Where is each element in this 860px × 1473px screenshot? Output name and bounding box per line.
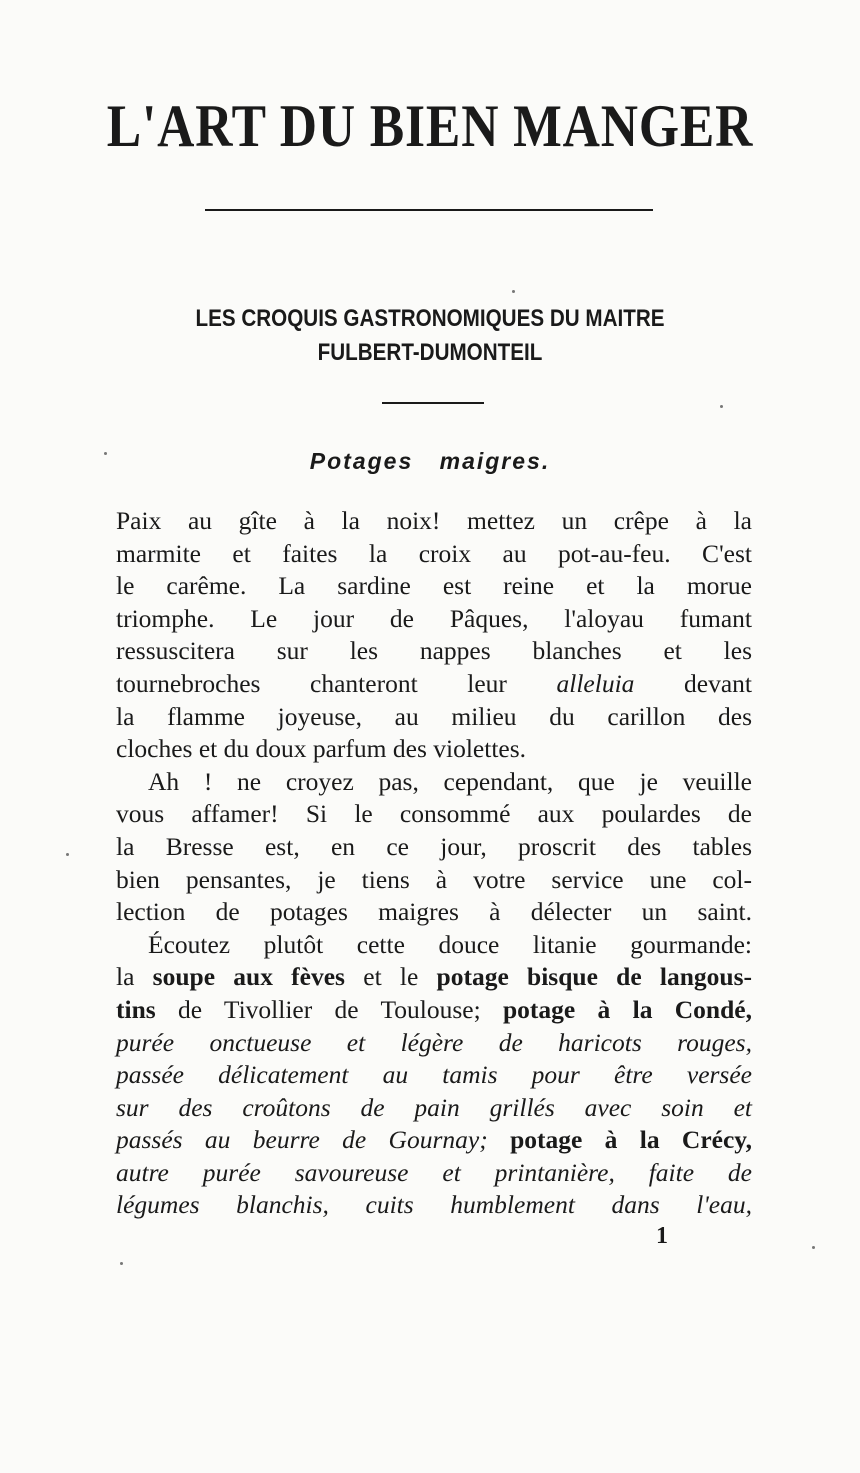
scan-speck [66, 853, 69, 856]
subtitle-rule [382, 402, 484, 404]
text-line: vous affamer! Si le consommé aux poulardes de [116, 799, 752, 829]
section-heading: Potages maigres. [309, 448, 551, 474]
text-line: sur des croûtons de pain grillés avec soin et [116, 1092, 752, 1122]
subtitle-line: FULBERT-DUMONTEIL [317, 339, 543, 366]
text-line: le carême. La sardine est reine et la morue [116, 571, 752, 601]
chapter-subtitle [155, 302, 705, 370]
text-line: triomphe. Le jour de Pâques, l'aloyau fumant [116, 603, 752, 633]
text-line: passés au beurre de Gournay; potage à la Crécy, [116, 1125, 753, 1155]
text-line: Écoutez plutôt cette douce litanie gourmande: [148, 929, 752, 959]
scan-speck [812, 1246, 815, 1249]
scan-speck [104, 452, 107, 455]
bold-dish: soupe aux fèves [152, 962, 345, 992]
scan-speck [720, 405, 723, 408]
bold-dish: tins [116, 994, 156, 1024]
text-line: Paix au gîte à la noix! mettez un crêpe à la [116, 506, 752, 535]
italic-word: alleluia [556, 668, 635, 698]
bold-dish: potage à la Crécy, [510, 1125, 753, 1155]
subtitle-line: LES CROQUIS GASTRONOMIQUES DU MAITRE [195, 305, 665, 332]
text-line: la soupe aux fèves et le potage bisque de langous- [116, 962, 753, 992]
page-title: L'ART DU BIEN MANGER [106, 93, 754, 159]
bold-dish: potage à la Condé, [503, 994, 752, 1024]
page-number: 1 [656, 1223, 668, 1249]
body-text [116, 505, 752, 1222]
text-line: bien pensantes, je tiens à votre service une col- [116, 864, 752, 894]
title-rule [205, 209, 653, 211]
text-line: ressuscitera sur les nappes blanches et les [116, 636, 752, 666]
text-line: marmite et faites la croix au pot-au-feu. C'est [116, 538, 752, 568]
text-line: tins de Tivollier de Toulouse; potage à la Condé, [116, 994, 752, 1024]
text-line: purée onctueuse et légère de haricots rouges, [116, 1027, 752, 1057]
text-line: cloches et du doux parfum des violettes. [116, 734, 527, 764]
bold-dish: potage bisque de langous- [436, 962, 753, 992]
scan-speck [512, 290, 515, 293]
text-line: passée délicatement au tamis pour être versée [116, 1060, 752, 1090]
text-line: Ah ! ne croyez pas, cependant, que je veuille [148, 766, 752, 796]
text-line: lection de potages maigres à délecter un saint. [116, 897, 752, 927]
text-line: la flamme joyeuse, au milieu du carillon des [116, 701, 752, 731]
text-line: la Bresse est, en ce jour, proscrit des tables [116, 831, 752, 861]
text-line: autre purée savoureuse et printanière, faite de [116, 1157, 752, 1187]
text-line: tournebroches chanteront leur alleluia devant [116, 668, 752, 698]
text-line: légumes blanchis, cuits humblement dans l'eau, [116, 1190, 752, 1220]
scan-speck [120, 1262, 123, 1265]
